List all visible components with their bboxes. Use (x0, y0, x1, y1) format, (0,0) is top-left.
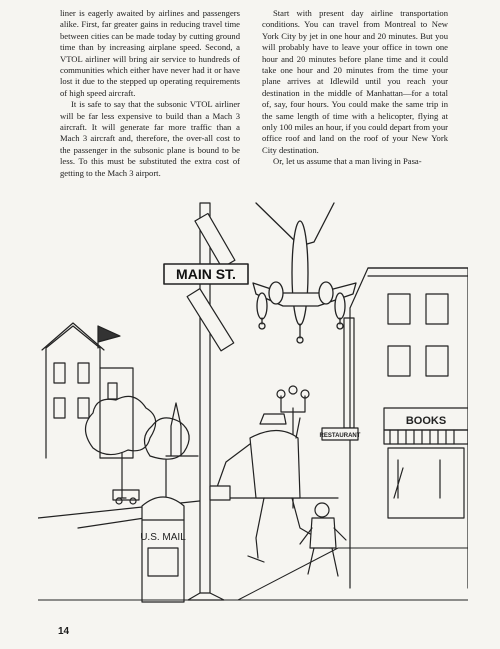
left-text-column (60, 8, 240, 179)
paragraph: Start with present day airline transportation conditions. You can travel from Montreal to New York City by jet in one hour and 20 minutes. But you will probably have to leave your office in town one hour and 20 minutes before plane time and it could take one hour and 20 minutes from the time your plane arrives at Idlewild until you reach your destination in the middle of Manhattan—for a total of, say, four hours. You could make the same trip in the same length of time with a helicopter, flying at only 100 miles an hour, if you could depart from your office roof and land on the roof of your New York City destination. (262, 8, 448, 155)
restaurant-sign: RESTAURANT (319, 433, 361, 439)
paragraph: Or, let us assume that a man living in Pasa- (273, 156, 422, 167)
paragraph: It is safe to say that the subsonic VTOL airliner will be far less expensive to build than a Mach 3 aircraft. It will generate far more traffic than a Mach 3 aircraft and, therefore, the over-all cost to the passenger in the subsonic plane is bound to be less. To this must be substituted the extra cost of getting to the Mach 3 airport. (60, 99, 240, 178)
sidewalk (38, 548, 468, 600)
page-number: 14 (58, 626, 70, 637)
street-scene-illustration (38, 198, 468, 618)
paragraph: liner is eagerly awaited by airlines and passengers alike. First, far greater gains in reducing travel time between cities can be made today by cutting ground time than by increasing airplane speed. Second, a VTOL airliner will bring air service to hundreds of communities which either have never had it or have lost it due to the stepped up operating requirements of high speed aircraft. (60, 8, 240, 98)
right-text-column (262, 8, 448, 168)
airplane (253, 203, 356, 343)
bookstore-sign: BOOKS (405, 415, 447, 427)
running-boy (300, 503, 346, 576)
mailbox-label: U.S. MAIL (140, 532, 186, 543)
church (166, 403, 198, 456)
street-sign-label: MAIN ST. (176, 266, 236, 282)
mailbox (140, 497, 186, 602)
